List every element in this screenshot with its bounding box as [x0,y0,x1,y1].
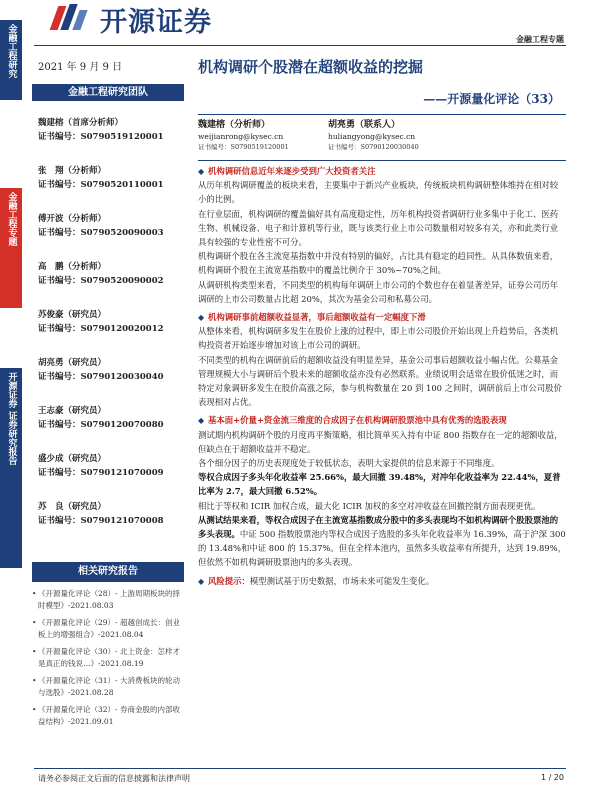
analyst-entry: 盛少成（研究员） 证书编号：S0790121070009 [38,454,164,478]
footer-disclaimer: 请务必参阅正文后面的信息披露和法律声明 [38,774,190,783]
related-reports-list [32,588,186,733]
related-report-link[interactable]: • 《开源量化评论（31）- 大消费板块的轮动与选股》-2021.08.28 [32,675,186,699]
related-report-link[interactable]: • 《开源量化评论（32）- 券商金股的内部收益结构》-2021.09.01 [32,704,186,728]
sidebar-tag-research: 金融工程研究 [0,20,22,100]
analyst-entry: 苏 良（研究员） 证书编号：S0790121070008 [38,502,164,526]
logo-mark-icon [50,2,94,36]
report-summary [198,164,566,588]
sidebar-tag-report: 开源证券 证券研究报告 [0,368,22,568]
author-entry: 魏建榕（分析师） weijianrong@kysec.cn 证书编号：S0790519120001 [198,120,289,151]
summary-paragraph: 相比于等权和 ICIR 加权合成，最大化 ICIR 加权的多空对冲收益在回撤控制方面表现更优。 [198,500,541,511]
related-reports-title: 相关研究报告 [32,562,184,582]
section-heading: ◆ 机构调研事前超额收益显著，事后超额收益有一定幅度下滑 [198,310,566,324]
related-report-link[interactable]: • 《开源量化评论（30）- 北上资金：怎样才是真正的钱说…》-2021.08.19 [32,646,186,670]
author-email[interactable]: huliangyong@kysec.cn [328,132,416,141]
analyst-entry: 张 翔（分析师） 证书编号：S0790520110001 [38,166,164,190]
author-email[interactable]: weijianrong@kysec.cn [198,132,284,141]
summary-paragraph: 各个细分因子的历史表现度处于较低状态，表明大家提供的信息来源于不同维度。 [198,458,500,469]
risk-notice: ◆ 风险提示：模型测试基于历史数据，市场未来可能发生变化。 [198,574,566,588]
author-divider [198,160,566,161]
analyst-entry: 胡亮勇（研究员） 证书编号：S0790120030040 [38,358,164,382]
footer-divider [34,768,566,769]
summary-paragraph: 在行业层面，机构调研的覆盖偏好具有高度稳定性，历年机构投资者调研行业多集中于化工、医药生物、机械设备、电子和计算机等行业，既与该类行业上市公司数量相对较多有关，亦和此类行业具有较强的专业性密不可分。 [198,208,559,248]
author-block [198,120,558,156]
summary-paragraph: 测试期内机构调研个股的月度再平衡策略，相比简单买入持有中证 800 指数存在一定的超额收益，但缺点在于超额收益并不稳定。 [198,429,563,454]
analyst-entry: 王志豪（研究员） 证书编号：S0790120070080 [38,406,164,430]
title-divider [198,114,566,115]
analyst-entry: 高 鹏（分析师） 证书编号：S0790520090002 [38,262,164,286]
summary-paragraph: 中证 500 指数股票池内等权合成因子选股的多头年化收益率为 16.39%，高于沪深 300 的 13.48%和中证 800 的 15.37%。但在全样本池内，虽然多头收益率有所提升，达到 19.89%，但依然不如机构调研股票池内的多头表现。 [198,529,566,568]
related-report-link[interactable]: • 《开源量化评论（28）- 上游周期板块的择时模型》-2021.08.03 [32,588,186,612]
report-date: 2021 年 9 月 9 日 [38,62,123,73]
author-entry: 胡亮勇（联系人） huliangyong@kysec.cn 证书编号：S0790120030040 [328,120,419,151]
summary-paragraph: 从历年机构调研覆盖的板块来看，主要集中于新兴产业板块，传统板块机构调研整体维持在相对较小的比例。 [198,180,559,205]
summary-highlight: 等权合成因子多头年化收益率 25.66%，最大回撤 39.48%，对冲年化收益率为 22.44%，夏普比率为 2.7，最大回撤 6.52%。 [198,472,561,497]
analyst-list [38,116,188,548]
team-title: 金融工程研究团队 [32,84,184,101]
report-title: 机构调研个股潜在超额收益的挖掘 [198,58,424,76]
page-number: 1 / 20 [540,773,564,782]
summary-paragraph: 从调研机构类型来看，不同类型的机构每年调研上市公司的个数也存在着显著差异，证券公司历年调研的上市公司数量占比超 20%，其次为基金公司和私募公司。 [198,279,559,304]
header-divider [34,45,566,46]
summary-paragraph: 从整体来看，机构调研多发生在股价上涨的过程中，即上市公司股价开始出现上升趋势后，各类机构投资者开始逐步增加对该上市公司的调研。 [198,326,559,351]
summary-paragraph: 机构调研个股在各主流宽基指数中并没有特别的偏好，占比具有稳定的趋同性。从具体数值来看，机构调研个股在主流宽基指数中的覆盖比例介于 30%~70%之间。 [198,251,559,276]
analyst-entry: 苏俊豪（研究员） 证书编号：S0790120020012 [38,310,164,334]
sidebar-tag-topic: 金融工程专题 [0,188,22,308]
header-label: 金融工程专题 [516,35,564,44]
analyst-entry: 魏建榕（首席分析师） 证书编号：S0790519120001 [38,118,164,142]
related-report-link[interactable]: • 《开源量化评论（29）- 超越创成长：创业板上的增强组合》-2021.08.04 [32,617,186,641]
section-heading: ◆ 机构调研信息近年来逐步受到广大投资者关注 [198,164,566,178]
summary-highlight: 从测试结果来看，等权合成因子在主流宽基指数成分股中的多头表现均不如机构调研个股股票池的多头表现。 [198,514,559,540]
report-subtitle: ——开源量化评论（33） [423,92,560,106]
summary-paragraph: 不同类型的机构在调研前后的超额收益没有明显差异，基金公司事后超额收益小幅占优。公募基金管理规模大小与调研后个股未来的超额收益亦没有必然联系。业绩说明会适常在股价低迷之时，而特定对象调研多发生在股价高涨之际，参与机构数量在 20 到 100 之间时，调研前后上市公司股价表现相对占优。 [198,354,562,408]
analyst-entry: 傅开波（分析师） 证书编号：S0790520090003 [38,214,164,238]
brand-name: 开源证券 [100,6,212,38]
section-heading: ◆ 基本面+价量+资金流三维度的合成因子在机构调研股票池中具有优秀的选股表现 [198,413,566,427]
brand-logo [50,2,212,36]
